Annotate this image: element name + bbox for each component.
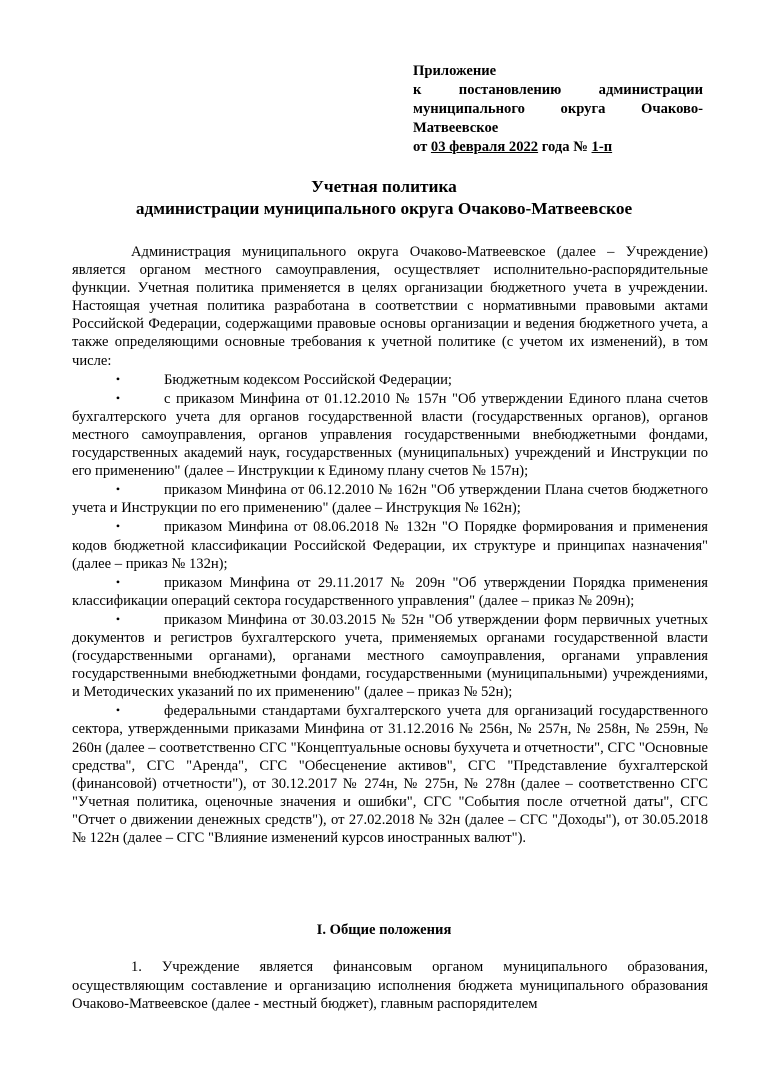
list-item — [72, 517, 708, 572]
annex-word: округа — [560, 101, 606, 117]
bullet-icon: • — [115, 611, 121, 626]
annex-title: Приложение — [413, 63, 497, 79]
list-item-text: приказом Минфина от 30.03.2015 № 52н "Об утверждении форм первичных учетных документов и регистров бухгалтерского учета, применяемых органами государственной власти (государственными органами), органами местного самоуправления, органами управления государственными внебюджетными фондами, государственными (муниципальными) учреждениями, и Методических указаний по их применению" (далее – приказ № 52н); — [72, 611, 708, 701]
annex-number-prefix: года № — [538, 139, 592, 155]
annex-date: 03 февраля 2022 — [430, 139, 539, 155]
annex-date-line — [413, 138, 703, 157]
bullet-icon: • — [115, 390, 121, 405]
list-item-text: приказом Минфина от 29.11.2017 № 209н "Об утверждении Порядка применения классификации операций сектора государственного управления" (далее – приказ № 209н); — [72, 574, 708, 609]
annex-word: администрации — [598, 82, 703, 98]
list-item-text: с приказом Минфина от 01.12.2010 № 157н "Об утверждении Единого плана счетов бухгалтерского учета для органов государственной власти (государственных органов), органов местного самоуправления, органов управления государственными внебюджетными фондами, государственных академий наук, государственных (муниципальных) учреждений и Инструкции по его применению" (далее – Инструкции к Единому плану счетов № 157н); — [72, 390, 708, 480]
annex-line-3 — [413, 100, 703, 119]
list-item-text: приказом Минфина от 06.12.2010 № 162н "Об утверждении Плана счетов бюджетного учета и Инструкции по его применению" (далее – Инструкция № 162н); — [72, 482, 708, 517]
list-item-text: приказом Минфина от 08.06.2018 № 132н "О Порядке формирования и применения кодов бюджетной классификации Российской Федерации, их структуре и принципах назначения" (далее – приказ № 132н); — [72, 519, 708, 572]
annex-word: Очаково- — [641, 101, 703, 117]
annex-word: постановлению — [458, 82, 562, 98]
list-item — [72, 389, 708, 480]
list-item — [72, 701, 708, 847]
list-item — [72, 480, 708, 517]
bullet-icon: • — [115, 482, 121, 497]
annex-line-2 — [413, 81, 703, 100]
list-item — [72, 610, 708, 701]
document-title — [60, 176, 708, 220]
annex-block — [413, 62, 703, 157]
bullet-icon: • — [115, 703, 121, 718]
section-heading: I. Общие положения — [316, 922, 452, 938]
section-body — [72, 958, 708, 1014]
list-item — [72, 573, 708, 610]
title-line-2: администрации муниципального округа Очаково-Матвеевское — [135, 199, 633, 218]
list-item-text: Бюджетным кодексом Российской Федерации; — [164, 371, 452, 388]
bullet-icon: • — [115, 519, 121, 534]
list-item — [72, 370, 708, 389]
list-item-text: федеральными стандартами бухгалтерского учета для организаций государственного сектора, утвержденными приказами Минфина от 31.12.2016 № 256н, № 257н, № 258н, № 259н, № 260н (далее – соответственно СГС "Концептуальные основы бухучета и отчетности", СГС "Основные средства", СГС "Аренда", СГС "Обесценение активов", СГС "Представление бухгалтерской (финансовой) отчетности"), от 30.12.2017 № 274н, № 275н, № 278н (далее – соответственно СГС "Учетная политика, оценочные значения и ошибки", СГС "События после отчетной даты", СГС "Отчет о движении денежных средств"), от 27.02.2018 № 32н (далее – СГС "Доходы"), от 30.05.2018 № 122н (далее – СГС "Влияние изменений курсов иностранных валют"). — [72, 703, 708, 846]
intro-paragraph: Администрация муниципального округа Очаково-Матвеевское (далее – Учреждение) является органом местного самоуправления, осуществляет исполнительно-распорядительные функции. Учетная политика применяется в целях организации бюджетного учета в учреждении. Настоящая учетная политика разработана в соответствии с нормативными правовыми актами Российской Федерации, содержащими правовые основы организации и ведения бюджетного учета, а также определяющими основные требования к учетной политике (с учетом их изменений), в том числе: — [72, 244, 708, 369]
annex-number: 1-п — [591, 139, 613, 155]
annex-word: к — [413, 82, 422, 98]
section-paragraph-1: 1. Учреждение является финансовым органом муниципального образования, осуществляющим составление и организацию исполнения бюджета муниципального образования Очаково-Матвеевское (далее - местный бюджет), главным распорядителем — [72, 959, 708, 1013]
bullet-icon: • — [115, 574, 121, 589]
document-body — [72, 243, 708, 847]
title-line-1: Учетная политика — [311, 177, 457, 196]
annex-word: муниципального — [413, 101, 525, 117]
annex-line-4: Матвеевское — [413, 120, 499, 136]
annex-date-prefix: от — [413, 139, 431, 155]
bullet-icon: • — [115, 371, 121, 386]
